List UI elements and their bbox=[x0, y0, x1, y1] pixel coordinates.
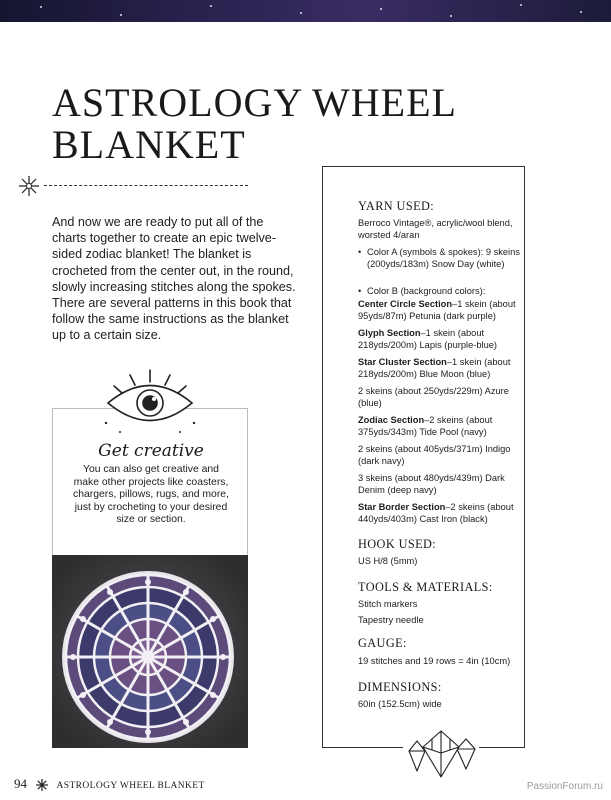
title-line-2: BLANKET bbox=[52, 122, 246, 167]
gauge-heading: GAUGE: bbox=[358, 636, 407, 650]
sparkle-icon bbox=[18, 175, 40, 197]
yarn-color-a: • Color A (symbols & spokes): 9 skeins (200yds/183m) Snow Day (white) bbox=[358, 247, 520, 270]
yarn-base: Berroco Vintage®, acrylic/wool blend, worsted 4/aran bbox=[358, 218, 513, 240]
star-burst-icon bbox=[36, 779, 48, 791]
star-cluster-text: –1 skein (about 218yds/200m) Blue Moon (blue) bbox=[358, 357, 511, 379]
zodiac-section bbox=[358, 415, 520, 438]
tools-item-2: Tapestry needle bbox=[358, 615, 424, 625]
dimensions-text: 60in (152.5cm) wide bbox=[358, 699, 442, 709]
blanket-illustration bbox=[52, 555, 248, 748]
star-cluster-label: Star Cluster Section bbox=[358, 357, 447, 367]
tools-heading: TOOLS & MATERIALS: bbox=[358, 580, 493, 594]
page-title bbox=[52, 82, 472, 166]
get-creative-text: You can also get creative and make other projects like coasters, chargers, pillows, rugs, and more, just by crocheting to your desired size or section. bbox=[73, 464, 229, 526]
yarn-heading: YARN USED: bbox=[358, 199, 435, 213]
page-footer bbox=[14, 776, 205, 792]
header-starry-band bbox=[0, 0, 611, 22]
crystal-icon bbox=[403, 727, 479, 779]
get-creative-title: Get creative bbox=[98, 441, 204, 461]
eye-icon bbox=[100, 368, 200, 458]
hook-heading: HOOK USED: bbox=[358, 537, 437, 551]
hook-text: US H/8 (5mm) bbox=[358, 556, 418, 566]
footer-title: ASTROLOGY WHEEL BLANKET bbox=[56, 781, 205, 791]
center-circle-text: –1 skein (about 95yds/87m) Petunia (dark purple) bbox=[358, 299, 516, 321]
glyph-label: Glyph Section bbox=[358, 328, 421, 338]
page-number: 94 bbox=[14, 776, 27, 791]
dimensions-heading: DIMENSIONS: bbox=[358, 680, 442, 694]
zodiac-extra-1: 2 skeins (about 405yds/371m) Indigo (dark navy) bbox=[358, 444, 511, 466]
dashed-divider bbox=[44, 185, 248, 186]
yarn-color-b: • Color B (background colors): bbox=[358, 286, 520, 298]
star-border-section bbox=[358, 502, 520, 525]
title-line-1: ASTROLOGY WHEEL bbox=[52, 80, 457, 125]
star-border-text: –2 skeins (about 440yds/403m) Cast Iron (black) bbox=[358, 502, 514, 524]
tools-item-1: Stitch markers bbox=[358, 599, 418, 609]
watermark: PassionForum.ru bbox=[526, 781, 603, 792]
glyph-section bbox=[358, 328, 520, 351]
center-circle-label: Center Circle Section bbox=[358, 299, 453, 309]
gauge-text: 19 stitches and 19 rows = 4in (10cm) bbox=[358, 656, 511, 666]
center-circle-section bbox=[358, 299, 520, 322]
star-cluster-extra: 2 skeins (about 250yds/229m) Azure (blue) bbox=[358, 386, 509, 408]
intro-paragraph: And now we are ready to put all of the charts together to create an epic twelve-sided zodiac blanket! The blanket is crocheted from the center out, in the round, slowly increasing stitches along the spokes. There are several patterns in this book that follow the same instructions as the blanket up to a certain size. bbox=[52, 215, 296, 343]
star-cluster-section bbox=[358, 357, 520, 380]
blanket-photo bbox=[52, 555, 248, 748]
star-border-label: Star Border Section bbox=[358, 502, 446, 512]
glyph-text: –1 skein (about 218yds/200m) Lapis (purple-blue) bbox=[358, 328, 498, 350]
zodiac-label: Zodiac Section bbox=[358, 415, 425, 425]
zodiac-extra-2: 3 skeins (about 480yds/439m) Dark Denim (deep navy) bbox=[358, 473, 505, 495]
zodiac-text: –2 skeins (about 375yds/343m) Tide Pool (navy) bbox=[358, 415, 493, 437]
